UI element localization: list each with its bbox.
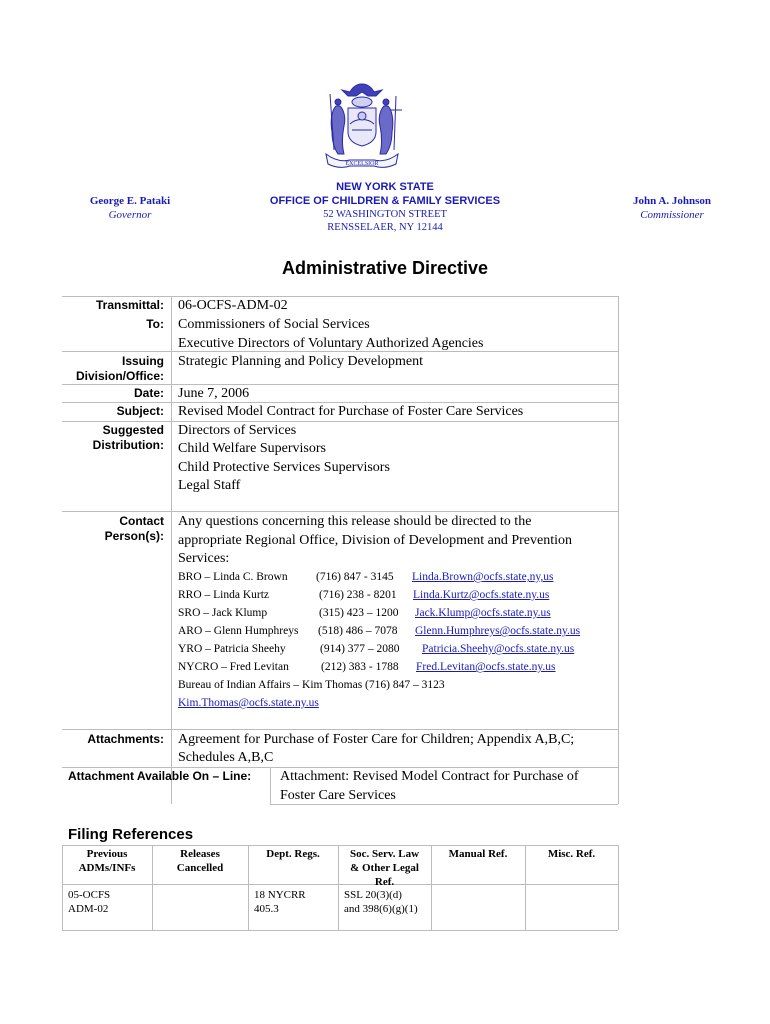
email-link[interactable]: Fred.Levitan@ocfs.state.ny.us xyxy=(416,661,556,673)
date-label: Date: xyxy=(133,386,164,400)
distribution-value-2: Child Welfare Supervisors xyxy=(178,441,326,456)
filing-dept-regs-value: 18 NYCRR 405.3 xyxy=(254,889,306,915)
issuing-label-1: Issuing xyxy=(121,354,164,368)
issuing-label-2: Division/Office: xyxy=(75,369,164,383)
governor-title: Governor xyxy=(108,209,152,221)
transmittal-label: Transmittal: xyxy=(95,298,164,312)
attachments-value-1: Agreement for Purchase of Foster Care for Children; Appendix A,B,C; xyxy=(178,732,575,747)
online-label: Attachment Available On – Line: xyxy=(68,769,252,783)
filing-header-ssl: Soc. Serv. Law & Other Legal Ref. xyxy=(349,848,420,888)
online-value-1: Attachment: Revised Model Contract for Purchase of xyxy=(280,769,579,784)
distribution-value-1: Directors of Services xyxy=(178,423,297,438)
attachments-label: Attachments: xyxy=(87,732,164,746)
office-name: OFFICE OF CHILDREN & FAMILY SERVICES xyxy=(269,195,501,207)
new-york-state-seal xyxy=(312,80,412,172)
contact-label-1: Contact xyxy=(119,514,164,528)
to-value-2: Executive Directors of Voluntary Authorized Agencies xyxy=(178,336,484,351)
distribution-value-3: Child Protective Services Supervisors xyxy=(178,460,390,475)
email-link[interactable]: Jack.Klump@ocfs.state.ny.us xyxy=(415,607,551,619)
commissioner-title: Commissioner xyxy=(640,209,704,221)
filing-references-title: Filing References xyxy=(68,826,194,843)
document-title: Administrative Directive xyxy=(281,258,489,278)
city-address: RENSSELAER, NY 12144 xyxy=(327,222,443,233)
street-address: 52 WASHINGTON STREET xyxy=(323,209,447,220)
email-link[interactable]: Linda.Kurtz@ocfs.state.ny.us xyxy=(413,589,550,601)
email-link[interactable]: Linda.Brown@ocfs.state,ny,us xyxy=(412,571,554,583)
filing-ssl-value: SSL 20(3)(d) and 398(6)(g)(1) xyxy=(344,889,418,915)
attachments-value-2: Schedules A,B,C xyxy=(178,750,274,765)
bureau-line: Bureau of Indian Affairs – Kim Thomas (716) 847 – 3123 xyxy=(178,679,445,691)
subject-label: Subject: xyxy=(116,404,164,418)
to-label: To: xyxy=(146,317,164,331)
filing-header-previous: Previous ADMs/INFs xyxy=(78,848,136,874)
filing-header-dept-regs: Dept. Regs. xyxy=(266,848,320,860)
filing-header-manual: Manual Ref. xyxy=(448,848,508,860)
commissioner-name: John A. Johnson xyxy=(633,195,711,207)
email-link[interactable]: Patricia.Sheehy@ocfs.state.ny.us xyxy=(422,643,575,655)
filing-previous-value: 05-OCFS ADM-02 xyxy=(68,889,111,915)
seal-motto: EXCELSIOR xyxy=(345,161,379,167)
filing-header-misc: Misc. Ref. xyxy=(547,848,596,860)
online-value-2: Foster Care Services xyxy=(280,788,396,803)
issuing-value: Strategic Planning and Policy Development xyxy=(178,354,423,369)
contact-intro-3: Services: xyxy=(178,551,230,566)
distribution-value-4: Legal Staff xyxy=(178,478,241,493)
bureau-email-link[interactable]: Kim.Thomas@ocfs.state.ny.us xyxy=(178,697,319,709)
distribution-label-2: Distribution: xyxy=(92,438,164,452)
subject-value: Revised Model Contract for Purchase of Foster Care Services xyxy=(178,404,524,419)
state-name: NEW YORK STATE xyxy=(336,181,434,193)
contact-intro-1: Any questions concerning this release should be directed to the xyxy=(178,514,532,529)
contact-label-2: Person(s): xyxy=(104,529,164,543)
governor-name: George E. Pataki xyxy=(89,195,171,207)
email-link[interactable]: Glenn.Humphreys@ocfs.state.ny.us xyxy=(415,625,581,637)
to-value-1: Commissioners of Social Services xyxy=(178,317,370,332)
distribution-label-1: Suggested xyxy=(102,423,164,437)
contact-intro-2: appropriate Regional Office, Division of Development and Prevention xyxy=(178,533,572,548)
transmittal-value: 06-OCFS-ADM-02 xyxy=(178,298,288,313)
date-value: June 7, 2006 xyxy=(178,386,250,401)
filing-header-releases: Releases Cancelled xyxy=(176,848,224,874)
